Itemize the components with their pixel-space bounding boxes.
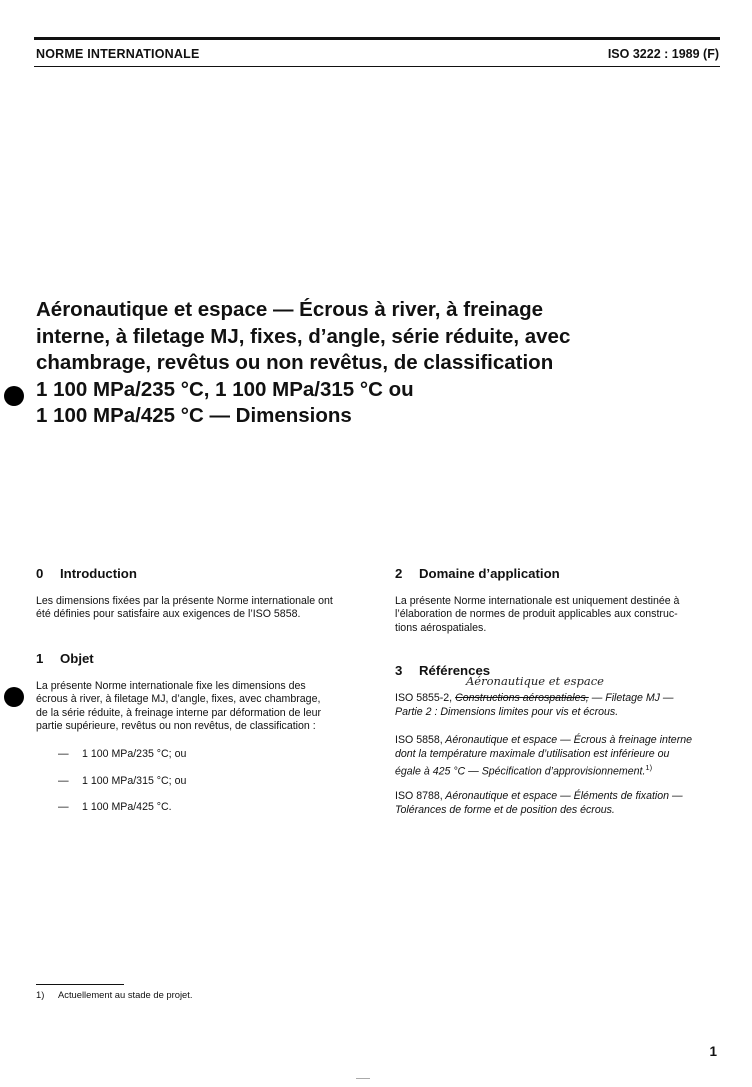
- footnote-ref: 1): [645, 763, 653, 773]
- document-type-label: NORME INTERNATIONALE: [36, 47, 200, 61]
- reference-title: Aéronautique et espace — Écrous à freinage interne: [442, 734, 693, 746]
- section-paragraph: [36, 680, 364, 734]
- reference-title: — Filetage MJ —: [588, 692, 674, 704]
- section-objet: [36, 652, 364, 815]
- margin-bullet-mark: [4, 386, 24, 406]
- header-bottom-rule: [34, 66, 720, 67]
- section-heading: [36, 567, 364, 581]
- paragraph-line: Les dimensions fixées par la présente Norme internationale ont: [36, 594, 333, 607]
- list-item-text: 1 100 MPa/425 °C.: [82, 801, 172, 814]
- list-dash: —: [58, 747, 69, 760]
- reference-title: Aéronautique et espace — Éléments de fixation —: [442, 790, 683, 802]
- footnote-text: Actuellement au stade de projet.: [58, 989, 193, 1000]
- section-title: Objet: [60, 651, 94, 666]
- list-dash: —: [58, 801, 69, 814]
- list-item: [36, 748, 364, 762]
- reference-line: [395, 734, 723, 748]
- reference-line: Partie 2 : Dimensions limites pour vis et écrous.: [395, 705, 619, 718]
- title-line: Aéronautique et espace — Écrous à river, à freinage: [36, 298, 544, 321]
- section-number: 1: [36, 651, 44, 666]
- paragraph-line: été définies pour satisfaire aux exigences de l’ISO 5858.: [36, 608, 301, 621]
- section-title: Introduction: [60, 566, 137, 581]
- reference-line: Tolérances de forme et de position des écrous.: [395, 803, 615, 816]
- struck-text: Constructions aérospatiales,: [455, 692, 589, 704]
- list-item: [36, 801, 364, 815]
- footnote-rule: [36, 984, 124, 985]
- title-line: chambrage, revêtus ou non revêtus, de classification: [36, 351, 554, 374]
- section-title: Domaine d’application: [419, 566, 560, 581]
- section-paragraph: [36, 595, 364, 622]
- reference-code: ISO 8788,: [395, 790, 443, 802]
- paragraph-line: La présente Norme internationale est uniquement destinée à: [395, 594, 680, 607]
- reference-title: Spécification d’approvisionnement.: [481, 765, 646, 778]
- section-paragraph: [395, 595, 723, 636]
- document-title: [36, 297, 726, 430]
- reference-title: égale à 425 °C —: [395, 765, 482, 778]
- handwritten-annotation: Aéronautique et espace: [466, 674, 604, 688]
- title-line: 1 100 MPa/235 °C, 1 100 MPa/315 °C ou: [36, 377, 414, 401]
- header-top-rule: [34, 37, 720, 40]
- section-introduction: [36, 567, 364, 622]
- section-number: 3: [395, 663, 403, 678]
- reference-text: [395, 734, 723, 779]
- reference-line: dont la température maximale d’utilisation est inférieure ou: [395, 747, 670, 760]
- reference-iso-5855-2: [395, 692, 723, 719]
- section-number: 2: [395, 566, 403, 581]
- list-item-text: 1 100 MPa/235 °C; ou: [82, 747, 187, 760]
- reference-line: [395, 761, 723, 779]
- section-number: 0: [36, 566, 44, 581]
- list-item-text: 1 100 MPa/315 °C; ou: [82, 774, 187, 787]
- bottom-crop-mark: [356, 1078, 370, 1079]
- reference-iso-8788: [395, 790, 723, 817]
- paragraph-line: partie supérieure, revêtus ou non revêtus, de classification :: [36, 720, 316, 733]
- paragraph-line: tions aérospatiales.: [395, 621, 487, 634]
- reference-iso-5858: [395, 734, 723, 779]
- title-line: 1 100 MPa/425 °C — Dimensions: [36, 404, 352, 427]
- reference-line: [395, 790, 723, 804]
- reference-code: ISO 5858,: [395, 734, 443, 746]
- list-dash: —: [58, 774, 69, 787]
- footnote-number: 1): [36, 989, 45, 1000]
- section-title: Références: [419, 663, 491, 678]
- section-heading: [395, 567, 723, 581]
- paragraph-line: de la série réduite, à freinage interne par déformation de leur: [36, 706, 322, 719]
- section-heading: [36, 652, 364, 666]
- title-line: interne, à filetage MJ, fixes, d’angle, série réduite, avec: [36, 324, 571, 348]
- footnote: [36, 989, 192, 1000]
- paragraph-line: écrous à river, à filetage MJ, d’angle, fixes, avec chambrage,: [36, 693, 321, 706]
- page-number: 1: [709, 1044, 717, 1059]
- paragraph-line: l’élaboration de normes de produit applicables aux construc-: [395, 608, 678, 621]
- section-domaine: [395, 567, 723, 635]
- reference-code: ISO 5855-2,: [395, 692, 453, 704]
- margin-bullet-mark: [4, 687, 24, 707]
- list-item: [36, 775, 364, 789]
- paragraph-line: La présente Norme internationale fixe les dimensions des: [36, 679, 306, 692]
- reference-line: [395, 692, 723, 706]
- standard-reference: ISO 3222 : 1989 (F): [607, 47, 719, 61]
